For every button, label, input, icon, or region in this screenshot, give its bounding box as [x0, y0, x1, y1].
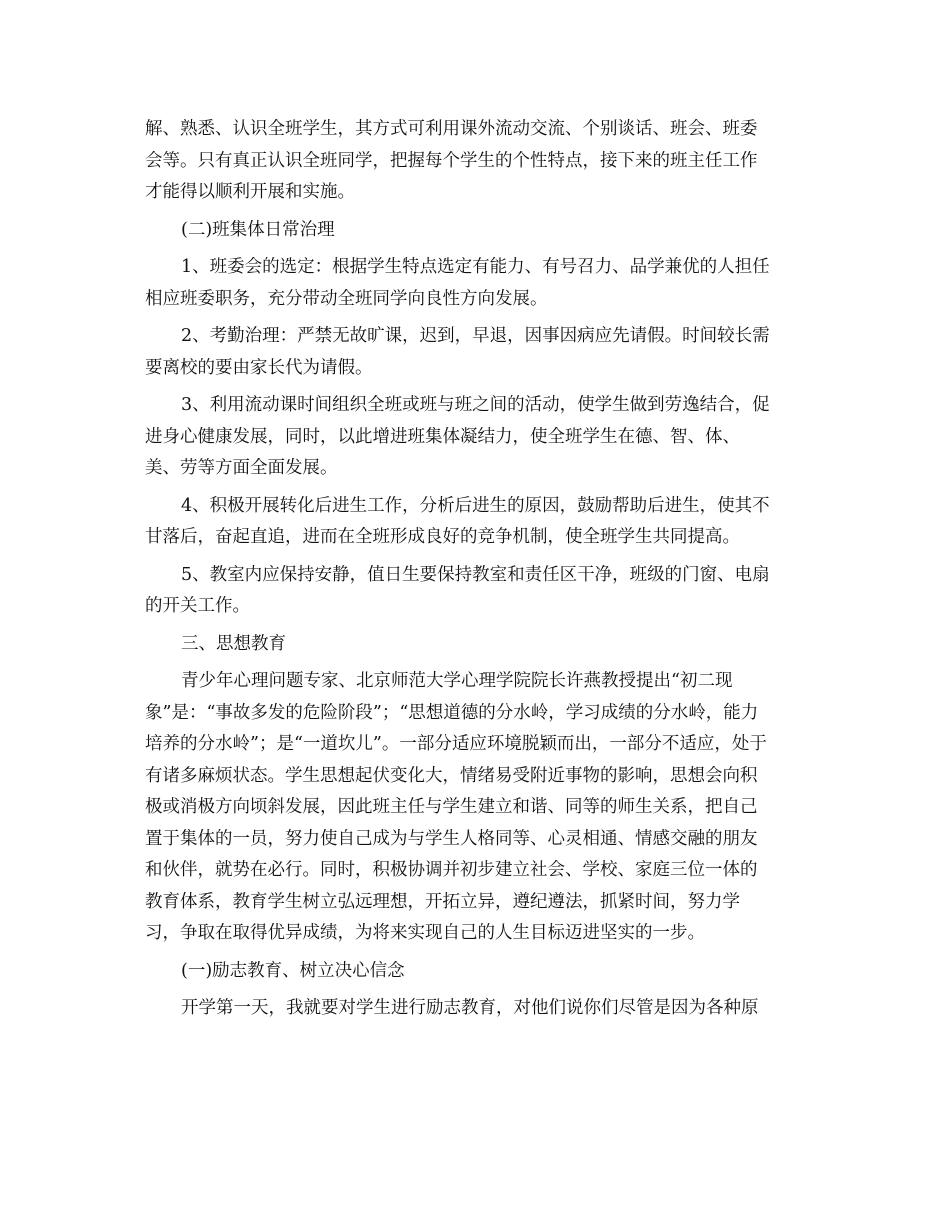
- text-line: 象”是：“事故多发的危险阶段”；“思想道德的分水岭，学习成绩的分水岭，能力: [145, 702, 759, 723]
- text-line: (一)励志教育、树立决心信念: [181, 960, 405, 981]
- text-line: 要离校的要由家长代为请假。: [145, 357, 373, 378]
- text-line: (二)班集体日常治理: [181, 219, 335, 240]
- text-line: 会等。只有真正认识全班同学，把握每个学生的个性特点，接下来的班主任工作: [145, 150, 758, 171]
- text-line: 2、考勤治理：严禁无故旷课，迟到，早退，因事因病应先请假。时间较长需: [181, 326, 770, 346]
- text-line: 有诸多麻烦状态。学生思想起伏变化大，情绪易受附近事物的影响，思想会向积: [145, 765, 758, 786]
- text-line: 1、班委会的选定：根据学生特点选定有能力、有号召力、品学兼优的人担任: [181, 257, 770, 277]
- text-line: 三、思想教育: [181, 633, 286, 654]
- text-line: 习，争取在取得优异成绩，为将来实现自己的人生目标迈进坚实的一步。: [145, 923, 705, 943]
- text-line: 青少年心理问题专家、北京师范大学心理学院院长许燕教授提出“初二现: [181, 671, 733, 691]
- text-line: 教育体系，教育学生树立弘远理想，开拓立异，遵纪遵法，抓紧时间，努力学: [145, 891, 740, 912]
- text-line: 极或消极方向顷斜发展，因此班主任与学生建立和谐、同等的师生关系，把自己: [145, 797, 758, 817]
- text-line: 和伙伴，就势在必行。同时，积极协调并初步建立社会、学校、家庭三位一体的: [145, 860, 758, 880]
- document-body: [145, 114, 810, 1025]
- text-line: 美、劳等方面全面发展。: [145, 458, 338, 478]
- text-line: 培养的分水岭”；是“一道坎儿”。一部分适应环境脱颖而出，一部分不适应，处于: [145, 734, 767, 754]
- text-line: 置于集体的一员，努力使自己成为与学生人格同等、心灵相通、情感交融的朋友: [145, 828, 758, 849]
- text-line: 才能得以顺利开展和实施。: [145, 182, 355, 202]
- text-line: 相应班委职务，充分带动全班同学向良性方向发展。: [145, 288, 548, 309]
- text-line: 解、熟悉、认识全班学生，其方式可利用课外流动交流、个别谈话、班会、班委: [145, 119, 758, 139]
- text-line: 4、积极开展转化后进生工作，分析后进生的原因，鼓励帮助后进生，使其不: [181, 495, 770, 516]
- text-line: 开学第一天，我就要对学生进行励志教育，对他们说你们尽管是因为各种原: [181, 998, 759, 1018]
- text-line: 进身心健康发展，同时，以此增进班集体凝结力，使全班学生在德、智、体、: [145, 426, 740, 447]
- text-line: 的开关工作。: [145, 596, 250, 616]
- text-line: 甘落后，奋起直追，进而在全班形成良好的竞争机制，使全班学生共同提高。: [145, 527, 740, 547]
- text-line: 3、利用流动课时间组织全班或班与班之间的活动，使学生做到劳逸结合，促: [181, 395, 770, 415]
- text-line: 5、教室内应保持安静，值日生要保持教室和责任区干净，班级的门窗、电扇: [181, 564, 770, 585]
